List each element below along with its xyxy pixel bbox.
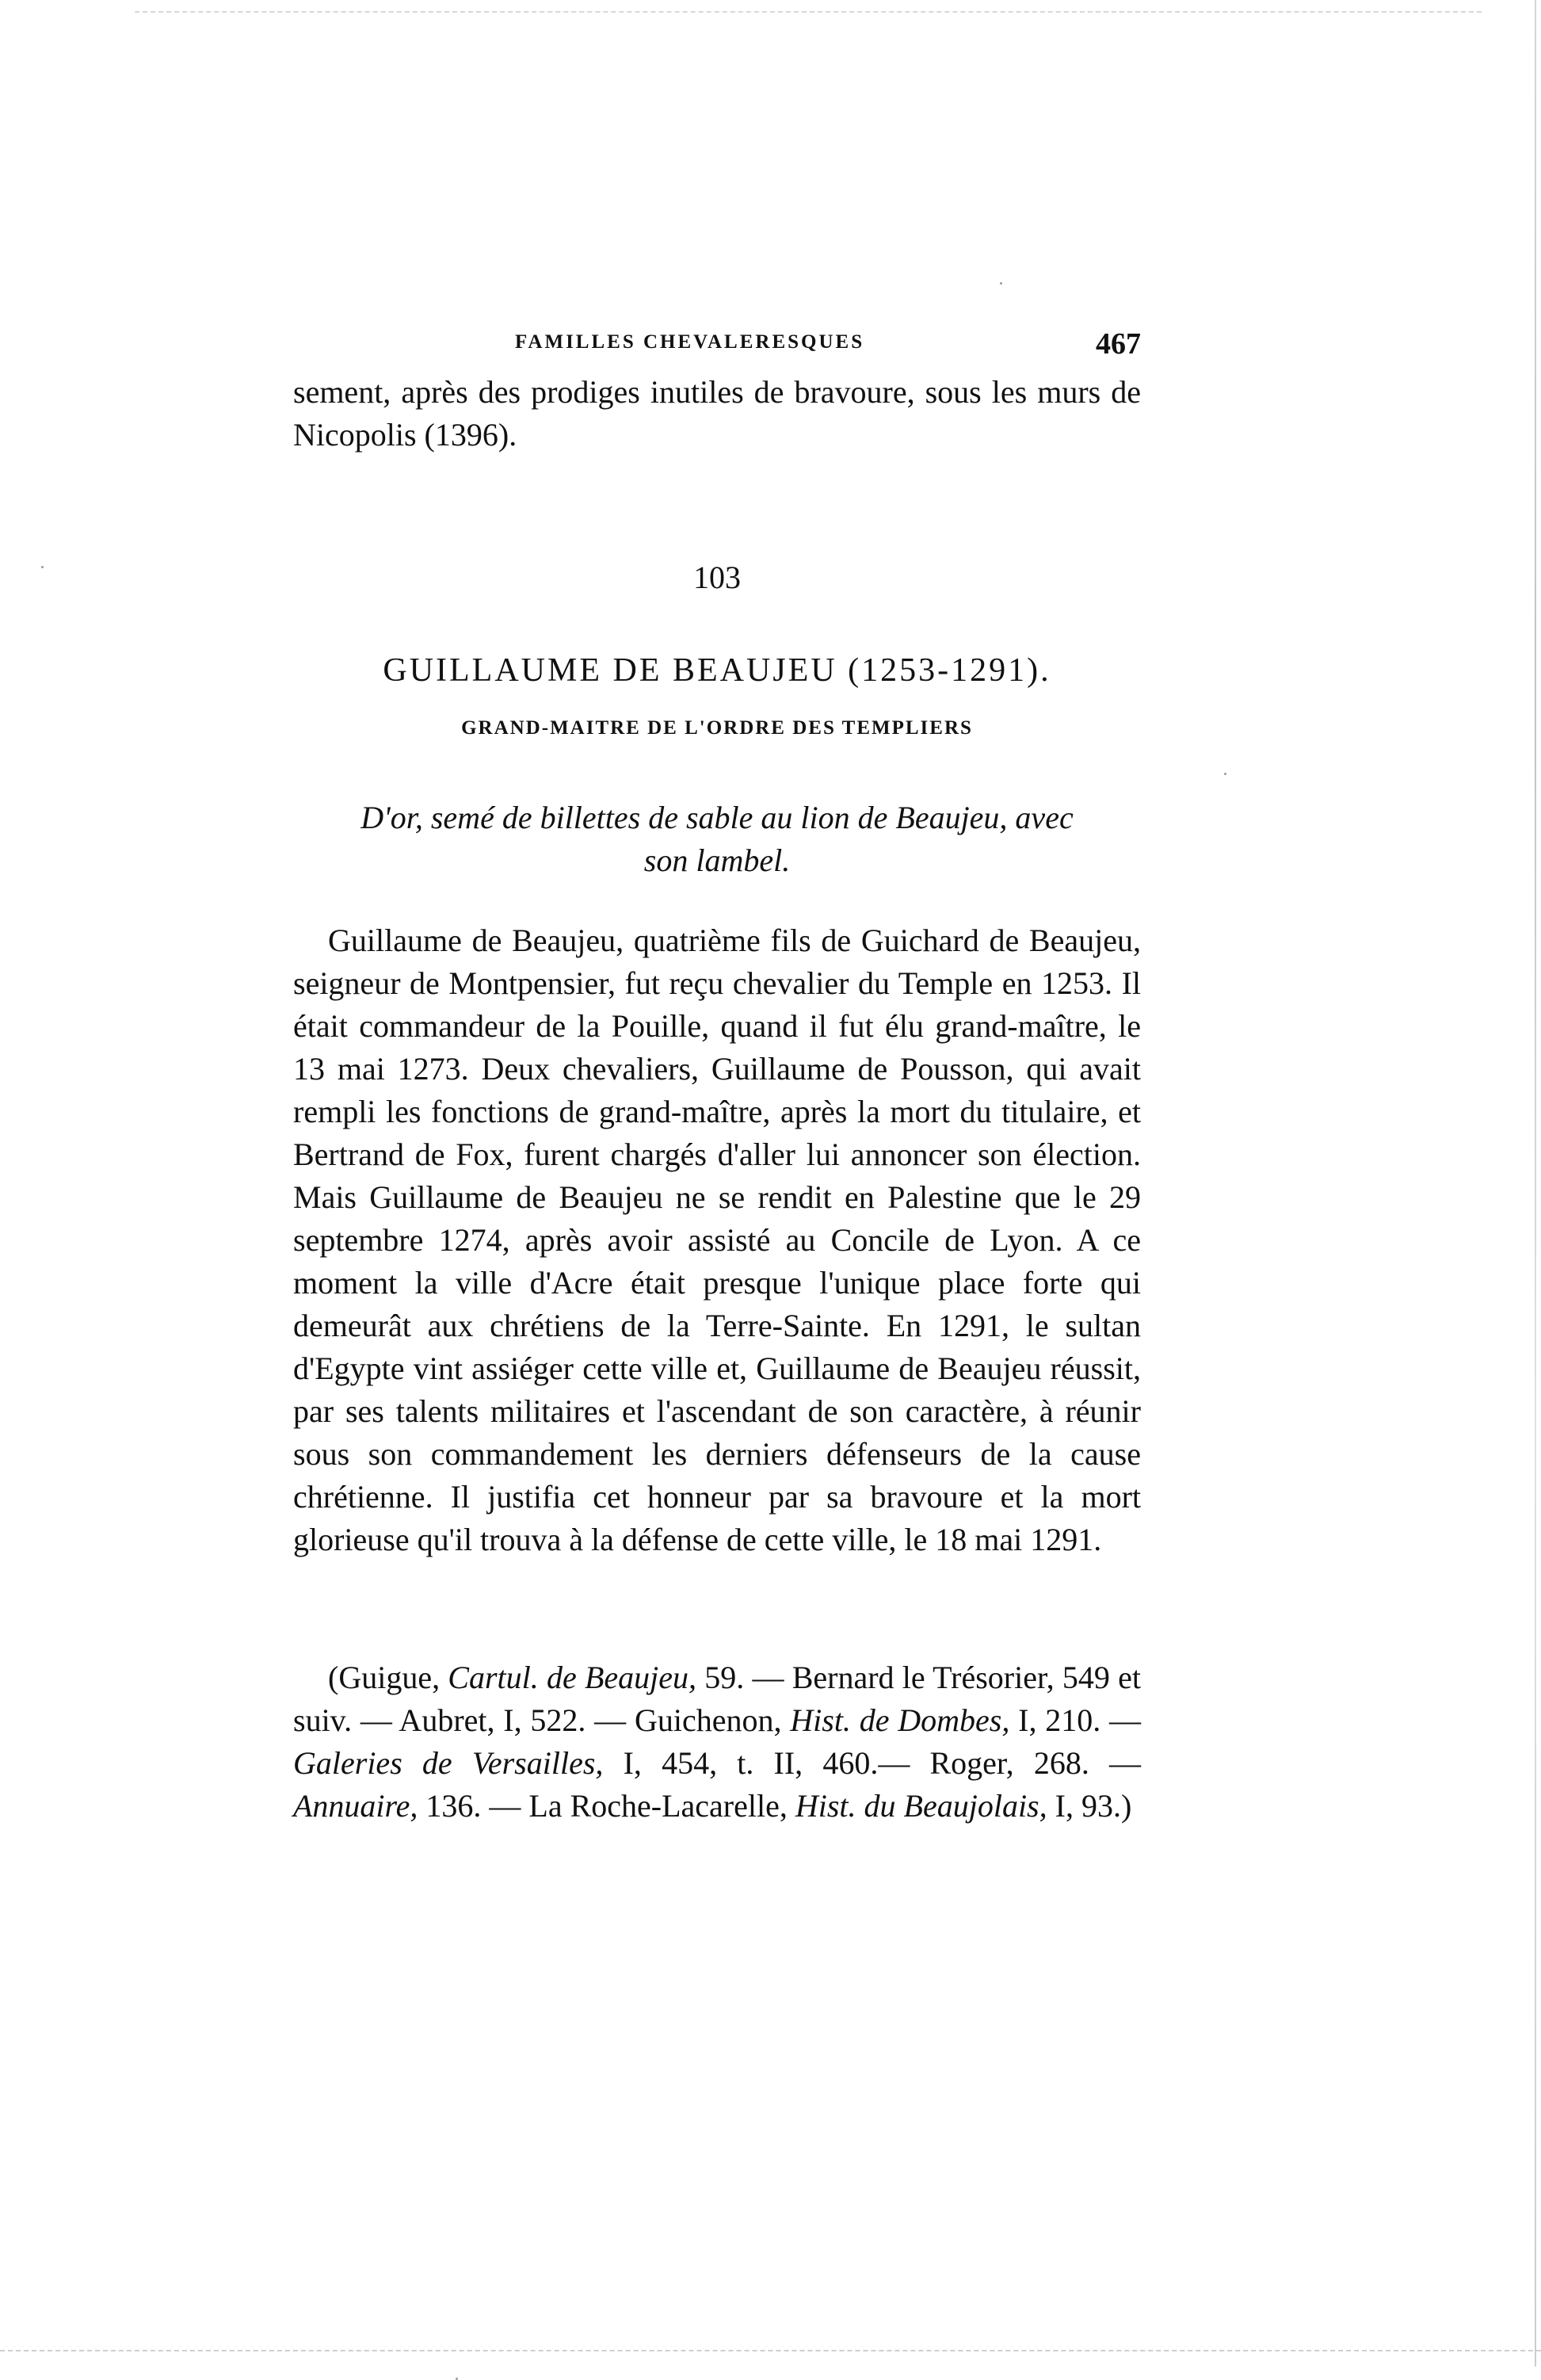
scan-speck (1000, 282, 1002, 285)
biography-paragraph: Guillaume de Beaujeu, quatrième fils de Guichard de Beaujeu, seigneur de Montpensier, fut reçu chevalier du Temple en 1253. Il était commandeur de la Pouille, quand il fut élu grand-maître, le 13 mai 1273. Deux chevaliers, Guillaume de Pousson, qui avait rempli les fonctions de grand-maître, après la mort du titulaire, et Bertrand de Fox, furent chargés d'aller lui annoncer son élection. Mais Guillaume de Beaujeu ne se rendit en Palestine que le 29 septembre 1274, après avoir assisté au Concile de Lyon. A ce moment la ville d'Acre était presque l'unique place forte qui demeurât aux chrétiens de la Terre-Sainte. En 1291, le sultan d'Egypte vint assiéger cette ville et, Guillaume de Beaujeu réussit, par ses talents militaires et l'ascendant de son caractère, à réunir sous son commandement les derniers défenseurs de la cause chrétienne. Il justifia cet honneur par sa bravoure et la mort glorieuse qu'il trouva à la défense de cette ville, le 18 mai 1291. (293, 923, 1141, 1557)
running-head (293, 327, 1141, 361)
top-scan-edge (135, 11, 1482, 13)
ref-dombes-title: Hist. de Dombes, (790, 1702, 1010, 1738)
blazon-description: D'or, semé de billettes de sable au lion de Beaujeu, avec son lambel. (360, 800, 1074, 878)
ref-dombes-rest: I, 210. — (1009, 1702, 1142, 1738)
entry-title: GUILLAUME DE BEAUJEU (1253-1291). (383, 652, 1051, 689)
entry-number: 103 (693, 560, 741, 595)
ref-annuaire-rest: 136. — La Roche-Lacarelle, (418, 1788, 795, 1824)
page-number: 467 (1096, 327, 1141, 361)
ref-versailles-title: Galeries de Versailles, (293, 1745, 604, 1781)
ref-cartulaire-rest: 59. — Bernard le Trésorier, 549 et suiv. — Aubret, I, 522. — Guichenon, (293, 1660, 1141, 1738)
ref-versailles-rest: I, 454, t. II, 460.— Roger, 268. — (603, 1745, 1141, 1781)
ref-cartulaire-title: Cartul. de Beaujeu, (448, 1660, 697, 1695)
scan-speck (41, 566, 44, 568)
ref-open: (Guigue, (328, 1660, 448, 1695)
bottom-scan-edge (0, 2350, 1541, 2352)
ref-beaujolais-rest: I, 93.) (1047, 1788, 1132, 1824)
references-paragraph (293, 1656, 1141, 1828)
running-title: FAMILLES CHEVALERESQUES (515, 331, 865, 353)
scan-speck (1224, 773, 1226, 775)
ref-beaujolais-title: Hist. du Beaujolais, (795, 1788, 1047, 1824)
right-scan-edge (1535, 0, 1536, 2367)
ref-annuaire-title: Annuaire, (293, 1788, 418, 1824)
entry-subtitle: GRAND-MAITRE DE L'ORDRE DES TEMPLIERS (461, 717, 973, 739)
continuation-paragraph: sement, après des prodiges inutiles de bravoure, sous les murs de Nicopolis (1396). (293, 374, 1141, 453)
